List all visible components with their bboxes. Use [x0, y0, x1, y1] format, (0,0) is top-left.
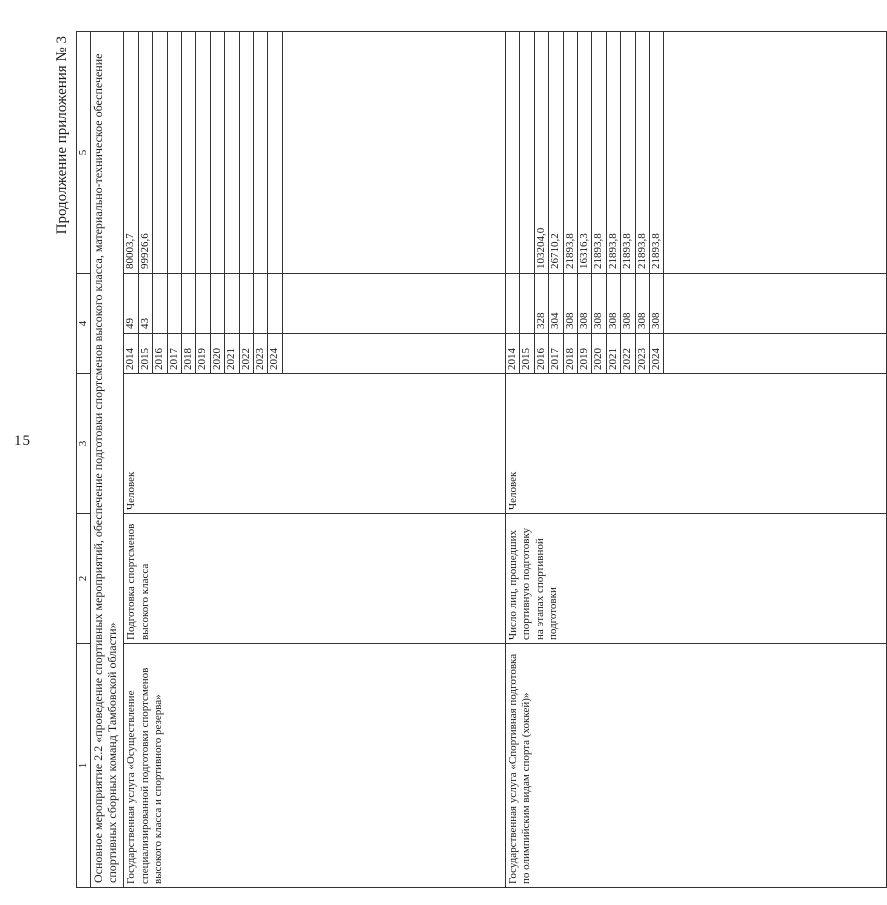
value-cell — [268, 274, 282, 334]
service-cell: Государственная услуга «Спортивная подготовка по олимпийским видам спорта (хоккей)» — [505, 644, 886, 888]
cost-cell: 21893,8 — [621, 32, 635, 274]
year-cell: 2016 — [153, 334, 167, 374]
value-cell: 308 — [592, 274, 606, 334]
indicator-cell: Число лиц, прошедших спортивную подготовку на этапах спортивной подготовки — [505, 514, 886, 644]
cost-cell — [167, 32, 181, 274]
services-table — [76, 31, 887, 888]
value-cell — [225, 274, 239, 334]
cost-cell — [239, 32, 253, 274]
value-cell — [182, 274, 196, 334]
value-cell — [153, 274, 167, 334]
column-number-row — [77, 32, 91, 888]
section-row — [91, 32, 124, 888]
cost-cell: 21893,8 — [635, 32, 649, 274]
cost-cell: 80003,7 — [124, 32, 138, 274]
value-cell: 49 — [124, 274, 138, 334]
empty-cell — [282, 274, 505, 334]
cost-cell — [196, 32, 210, 274]
cost-cell: 16316,3 — [577, 32, 591, 274]
year-cell: 2014 — [505, 334, 519, 374]
column-number: 4 — [77, 274, 91, 374]
year-cell: 2020 — [210, 334, 224, 374]
unit-cell: Человек — [124, 374, 505, 514]
year-cell: 2015 — [138, 334, 152, 374]
year-cell: 2024 — [649, 334, 663, 374]
year-cell: 2015 — [520, 334, 534, 374]
year-cell: 2022 — [239, 334, 253, 374]
value-cell: 304 — [549, 274, 563, 334]
cost-cell — [225, 32, 239, 274]
cost-cell — [153, 32, 167, 274]
service-cell: Государственная услуга «Осуществление специализированной подготовки спортсменов высокого класса и спортивного резерва» — [124, 644, 505, 888]
empty-cell — [664, 334, 887, 374]
value-cell: 308 — [606, 274, 620, 334]
table-row — [124, 32, 138, 888]
cost-cell — [210, 32, 224, 274]
empty-cell — [282, 334, 505, 374]
year-cell: 2022 — [621, 334, 635, 374]
year-cell: 2017 — [167, 334, 181, 374]
column-number: 1 — [77, 644, 91, 888]
cost-cell — [520, 32, 534, 274]
continuation-heading: Продолжение приложения № 3 — [54, 36, 70, 235]
value-cell — [210, 274, 224, 334]
cost-cell: 21893,8 — [606, 32, 620, 274]
year-cell: 2018 — [563, 334, 577, 374]
cost-cell — [254, 32, 268, 274]
empty-cell — [664, 274, 887, 334]
value-cell: 328 — [534, 274, 548, 334]
empty-cell — [282, 32, 505, 274]
column-number: 2 — [77, 514, 91, 644]
year-cell: 2017 — [549, 334, 563, 374]
value-cell: 308 — [563, 274, 577, 334]
value-cell: 308 — [635, 274, 649, 334]
column-number: 5 — [77, 32, 91, 274]
year-cell: 2019 — [196, 334, 210, 374]
value-cell — [167, 274, 181, 334]
value-cell — [239, 274, 253, 334]
year-cell: 2014 — [124, 334, 138, 374]
section-title: Основное мероприятие 2.2 «проведение спортивных мероприятий, обеспечение подготовки спортсменов высокого класса, материально-техническое обеспечение спортивных сборных команд Тамбовской области» — [91, 32, 124, 888]
year-cell: 2023 — [254, 334, 268, 374]
year-cell: 2019 — [577, 334, 591, 374]
year-cell: 2018 — [182, 334, 196, 374]
value-cell: 308 — [577, 274, 591, 334]
page-number: 15 — [14, 433, 31, 449]
cost-cell: 99926,6 — [138, 32, 152, 274]
cost-cell: 103204,0 — [534, 32, 548, 274]
year-cell: 2016 — [534, 334, 548, 374]
year-cell: 2024 — [268, 334, 282, 374]
year-cell: 2023 — [635, 334, 649, 374]
rotated-page — [46, 28, 662, 888]
value-cell — [196, 274, 210, 334]
cost-cell: 21893,8 — [563, 32, 577, 274]
cost-cell — [268, 32, 282, 274]
year-cell: 2021 — [225, 334, 239, 374]
value-cell — [505, 274, 519, 334]
cost-cell — [182, 32, 196, 274]
column-number: 3 — [77, 374, 91, 514]
cost-cell — [505, 32, 519, 274]
cost-cell: 21893,8 — [649, 32, 663, 274]
value-cell: 308 — [649, 274, 663, 334]
cost-cell: 21893,8 — [592, 32, 606, 274]
unit-cell: Человек — [505, 374, 886, 514]
empty-cell — [664, 32, 887, 274]
value-cell: 308 — [621, 274, 635, 334]
year-cell: 2020 — [592, 334, 606, 374]
indicator-cell: Подготовка спортсменов высокого класса — [124, 514, 505, 644]
cost-cell: 26710,2 — [549, 32, 563, 274]
value-cell — [254, 274, 268, 334]
value-cell: 43 — [138, 274, 152, 334]
year-cell: 2021 — [606, 334, 620, 374]
value-cell — [520, 274, 534, 334]
table-row — [505, 32, 519, 888]
